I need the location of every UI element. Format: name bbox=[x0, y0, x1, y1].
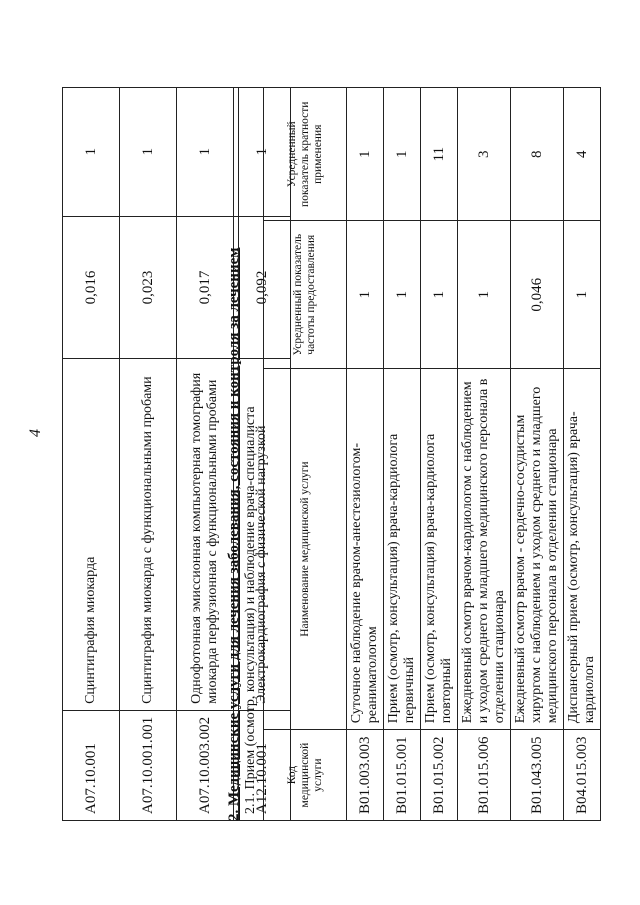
service-code: B01.015.006 bbox=[458, 730, 511, 821]
service-name: Ежедневный осмотр врачом-кардиологом с наблюдением и уходом среднего и младшего медицинского персонала в отделении стационара bbox=[458, 368, 511, 729]
service-name: Сцинтиграфия миокарда с функциональными пробами bbox=[120, 359, 177, 710]
multiplicity-value: 1 bbox=[177, 88, 234, 217]
table-row bbox=[177, 88, 234, 821]
service-name: Диспансерный прием (осмотр, консультация) врача-кардиолога bbox=[564, 368, 601, 729]
service-name: Ежедневный осмотр врачом - сердечно-сосудистым хирургом с наблюдением и уходом среднего и младшего медицинского персонала в отделении стационара bbox=[511, 368, 564, 729]
service-name: Однофотонная эмиссионная компьютерная томография миокарда перфузионная с функциональными пробами bbox=[177, 359, 234, 710]
subsection-title: 2.1. Прием (осмотр, консультация) и наблюдение врача-специалиста bbox=[239, 88, 264, 821]
table-row bbox=[384, 88, 421, 821]
frequency-value: 1 bbox=[458, 221, 511, 368]
multiplicity-value: 1 bbox=[120, 88, 177, 217]
multiplicity-value: 8 bbox=[511, 88, 564, 221]
table-row bbox=[511, 88, 564, 821]
page-number: 4 bbox=[27, 429, 44, 437]
header-frequency: Усредненный показатель частоты предоставления bbox=[264, 221, 347, 368]
service-code: B01.015.001 bbox=[384, 730, 421, 821]
service-name: Прием (осмотр, консультация) врача-кардиолога повторный bbox=[421, 368, 458, 729]
frequency-value: 1 bbox=[347, 221, 384, 368]
frequency-value: 1 bbox=[384, 221, 421, 368]
table-row bbox=[421, 88, 458, 821]
section-heading: 2. Медицинские услуги для лечения заболевания, состояния и контроля за лечением bbox=[226, 247, 242, 821]
multiplicity-value: 11 bbox=[421, 88, 458, 221]
header-row bbox=[264, 88, 347, 821]
service-code: A07.10.003.002 bbox=[177, 710, 234, 820]
service-code: B01.015.002 bbox=[421, 730, 458, 821]
frequency-value: 0,017 bbox=[177, 216, 234, 359]
service-name: Электрокардиография с физической нагрузкой bbox=[234, 359, 291, 710]
service-name: Суточное наблюдение врачом-анестезиологом-реаниматологом bbox=[347, 368, 384, 729]
service-code: B04.015.003 bbox=[564, 730, 601, 821]
table-row bbox=[63, 88, 120, 821]
frequency-value: 0,016 bbox=[63, 216, 120, 359]
frequency-value: 0,092 bbox=[234, 216, 291, 359]
table-row bbox=[564, 88, 601, 821]
header-multiplicity: Усредненный показатель кратности применения bbox=[264, 88, 347, 221]
frequency-value: 0,046 bbox=[511, 221, 564, 368]
service-code: B01.043.005 bbox=[511, 730, 564, 821]
table-row bbox=[347, 88, 384, 821]
frequency-value: 0,023 bbox=[120, 216, 177, 359]
service-code: B01.003.003 bbox=[347, 730, 384, 821]
service-code: A07.10.001.001 bbox=[120, 710, 177, 820]
multiplicity-value: 3 bbox=[458, 88, 511, 221]
multiplicity-value: 4 bbox=[564, 88, 601, 221]
multiplicity-value: 1 bbox=[347, 88, 384, 221]
frequency-value: 1 bbox=[564, 221, 601, 368]
service-code: A07.10.001 bbox=[63, 710, 120, 820]
service-code: A12.10.001 bbox=[234, 710, 291, 820]
table-row bbox=[458, 88, 511, 821]
service-name: Сцинтиграфия миокарда bbox=[63, 359, 120, 710]
subsection-row bbox=[239, 88, 264, 821]
table-row bbox=[120, 88, 177, 821]
frequency-value: 1 bbox=[421, 221, 458, 368]
header-code: Код медицинской услуги bbox=[264, 730, 347, 821]
specialist-services-table bbox=[238, 87, 601, 821]
multiplicity-value: 1 bbox=[384, 88, 421, 221]
multiplicity-value: 1 bbox=[63, 88, 120, 217]
header-name: Наименование медицинской услуги bbox=[264, 368, 347, 729]
multiplicity-value: 1 bbox=[234, 88, 291, 217]
service-name: Прием (осмотр, консультация) врача-кардиолога первичный bbox=[384, 368, 421, 729]
